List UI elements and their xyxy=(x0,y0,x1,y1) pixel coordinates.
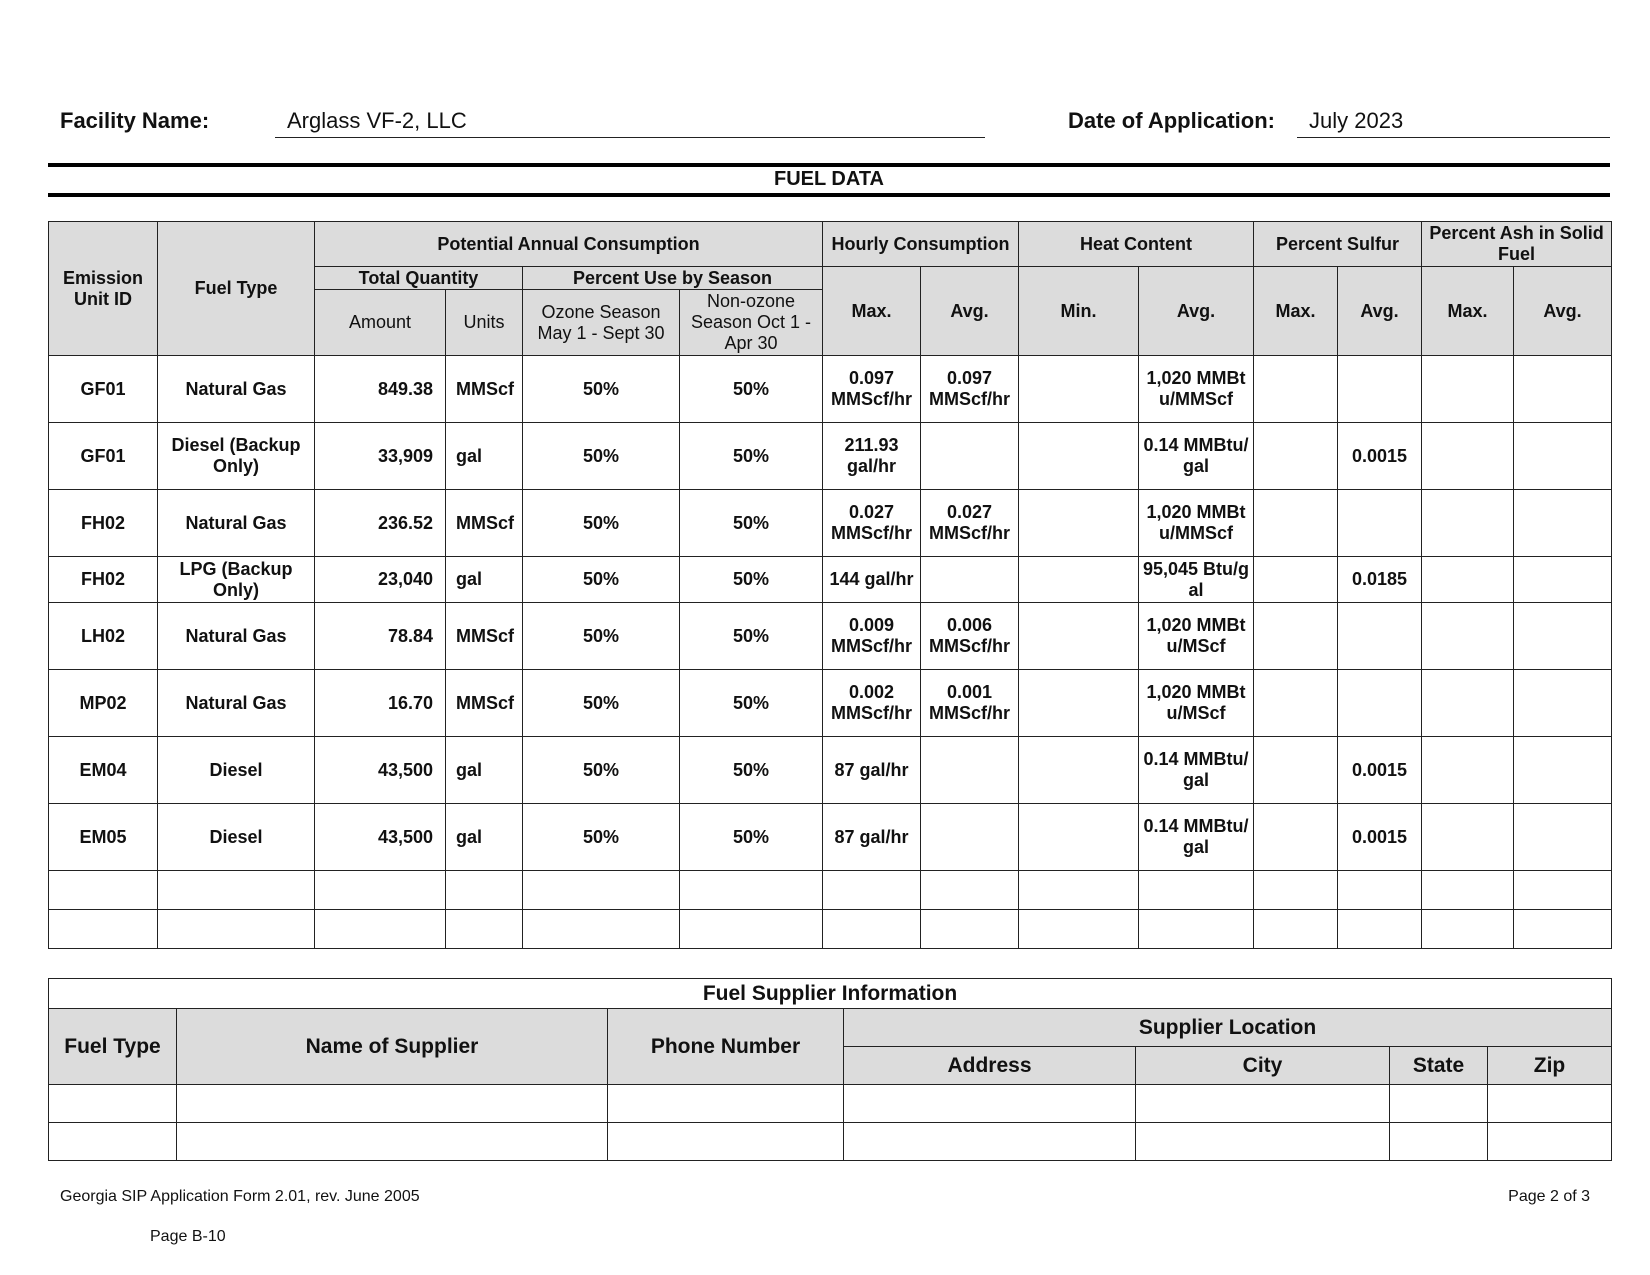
header-ozone-season: Ozone Season May 1 - Sept 30 xyxy=(523,290,680,356)
emission-unit-id: MP02 xyxy=(49,670,158,737)
date-of-application-value: July 2023 xyxy=(1297,108,1610,138)
hourly-avg: 0.006 MMScf/hr xyxy=(921,603,1019,670)
date-of-application-label: Date of Application: xyxy=(1068,108,1275,133)
heat-avg: 0.14 MMBtu/gal xyxy=(1139,737,1254,804)
ozone-season-pct: 50% xyxy=(523,490,680,557)
hourly-avg xyxy=(921,804,1019,871)
empty-cell xyxy=(1136,1123,1390,1161)
sulfur-max xyxy=(1254,737,1338,804)
table-row xyxy=(49,603,1612,670)
ozone-season-pct: 50% xyxy=(523,670,680,737)
heat-min xyxy=(1019,490,1139,557)
heat-min xyxy=(1019,603,1139,670)
fuel-type: Natural Gas xyxy=(158,356,315,423)
units: MMScf xyxy=(446,603,523,670)
sulfur-max xyxy=(1254,670,1338,737)
empty-cell xyxy=(158,871,315,910)
header-potential-annual-consumption: Potential Annual Consumption xyxy=(315,222,823,267)
units: gal xyxy=(446,804,523,871)
sulfur-avg xyxy=(1338,603,1422,670)
heat-min xyxy=(1019,557,1139,603)
amount: 43,500 xyxy=(315,804,446,871)
header-state: State xyxy=(1390,1047,1488,1085)
empty-table-row xyxy=(49,871,1612,910)
fuel-type: Natural Gas xyxy=(158,670,315,737)
non-ozone-season-pct: 50% xyxy=(680,557,823,603)
header-heat-content: Heat Content xyxy=(1019,222,1254,267)
facility-name-label: Facility Name: xyxy=(60,108,210,133)
hourly-max: 0.009 MMScf/hr xyxy=(823,603,921,670)
ash-avg xyxy=(1514,490,1612,557)
non-ozone-season-pct: 50% xyxy=(680,490,823,557)
table-row xyxy=(49,557,1612,603)
non-ozone-season-pct: 50% xyxy=(680,356,823,423)
empty-cell xyxy=(844,1085,1136,1123)
header-hourly-avg: Avg. xyxy=(921,267,1019,356)
amount: 43,500 xyxy=(315,737,446,804)
empty-cell xyxy=(315,910,446,949)
sulfur-avg: 0.0015 xyxy=(1338,423,1422,490)
heat-avg: 1,020 MMBtu/MMScf xyxy=(1139,490,1254,557)
heat-min xyxy=(1019,423,1139,490)
units: gal xyxy=(446,737,523,804)
fuel-type: LPG (Backup Only) xyxy=(158,557,315,603)
sulfur-max xyxy=(1254,603,1338,670)
supplier-table-title: Fuel Supplier Information xyxy=(49,979,1612,1009)
header-ash-avg: Avg. xyxy=(1514,267,1612,356)
ash-max xyxy=(1422,557,1514,603)
sulfur-max xyxy=(1254,490,1338,557)
sulfur-max xyxy=(1254,557,1338,603)
emission-unit-id: GF01 xyxy=(49,423,158,490)
ash-avg xyxy=(1514,557,1612,603)
header-zip: Zip xyxy=(1488,1047,1612,1085)
emission-unit-id: LH02 xyxy=(49,603,158,670)
empty-cell xyxy=(1254,871,1338,910)
empty-cell xyxy=(823,910,921,949)
table-row xyxy=(49,737,1612,804)
header-heat-avg: Avg. xyxy=(1139,267,1254,356)
ash-max xyxy=(1422,423,1514,490)
header-ash-max: Max. xyxy=(1422,267,1514,356)
sulfur-avg: 0.0015 xyxy=(1338,737,1422,804)
ash-max xyxy=(1422,490,1514,557)
footer-page-id: Page B-10 xyxy=(150,1228,226,1245)
section-bottom-rule xyxy=(48,193,1610,197)
empty-cell xyxy=(921,871,1019,910)
empty-cell xyxy=(49,871,158,910)
hourly-max: 0.097 MMScf/hr xyxy=(823,356,921,423)
empty-cell xyxy=(1139,910,1254,949)
footer-form-name: Georgia SIP Application Form 2.01, rev. June 2005 xyxy=(60,1188,420,1205)
empty-cell xyxy=(49,1085,177,1123)
header-supplier-fuel-type: Fuel Type xyxy=(49,1009,177,1085)
header-phone-number: Phone Number xyxy=(608,1009,844,1085)
empty-cell xyxy=(1338,910,1422,949)
hourly-avg xyxy=(921,557,1019,603)
empty-cell xyxy=(446,871,523,910)
units: MMScf xyxy=(446,356,523,423)
sulfur-avg: 0.0015 xyxy=(1338,804,1422,871)
fuel-type: Natural Gas xyxy=(158,603,315,670)
empty-cell xyxy=(844,1123,1136,1161)
header-supplier-location: Supplier Location xyxy=(844,1009,1612,1047)
heat-avg: 0.14 MMBtu/gal xyxy=(1139,423,1254,490)
empty-cell xyxy=(680,871,823,910)
fuel-data-table xyxy=(48,221,1612,949)
empty-cell xyxy=(1422,910,1514,949)
empty-cell xyxy=(315,871,446,910)
ozone-season-pct: 50% xyxy=(523,423,680,490)
hourly-avg: 0.097 MMScf/hr xyxy=(921,356,1019,423)
empty-table-row xyxy=(49,910,1612,949)
empty-cell xyxy=(1139,871,1254,910)
header-city: City xyxy=(1136,1047,1390,1085)
non-ozone-season-pct: 50% xyxy=(680,670,823,737)
empty-cell xyxy=(1390,1123,1488,1161)
table-row xyxy=(49,423,1612,490)
empty-cell xyxy=(523,910,680,949)
header-units: Units xyxy=(446,290,523,356)
header-sulfur-max: Max. xyxy=(1254,267,1338,356)
hourly-max: 87 gal/hr xyxy=(823,804,921,871)
sulfur-max xyxy=(1254,804,1338,871)
empty-cell xyxy=(921,910,1019,949)
heat-min xyxy=(1019,670,1139,737)
fuel-supplier-table xyxy=(48,978,1612,1161)
hourly-max: 87 gal/hr xyxy=(823,737,921,804)
sulfur-max xyxy=(1254,423,1338,490)
empty-cell xyxy=(608,1085,844,1123)
empty-cell xyxy=(523,871,680,910)
ozone-season-pct: 50% xyxy=(523,737,680,804)
amount: 16.70 xyxy=(315,670,446,737)
amount: 23,040 xyxy=(315,557,446,603)
empty-cell xyxy=(1136,1085,1390,1123)
units: gal xyxy=(446,423,523,490)
sulfur-max xyxy=(1254,356,1338,423)
ozone-season-pct: 50% xyxy=(523,557,680,603)
supplier-row xyxy=(49,1085,1612,1123)
hourly-avg xyxy=(921,423,1019,490)
header-emission-unit-id: Emission Unit ID xyxy=(49,222,158,356)
empty-cell xyxy=(1019,871,1139,910)
ozone-season-pct: 50% xyxy=(523,603,680,670)
heat-min xyxy=(1019,804,1139,871)
ash-avg xyxy=(1514,603,1612,670)
ash-max xyxy=(1422,356,1514,423)
table-row xyxy=(49,670,1612,737)
supplier-row xyxy=(49,1123,1612,1161)
hourly-max: 144 gal/hr xyxy=(823,557,921,603)
non-ozone-season-pct: 50% xyxy=(680,423,823,490)
non-ozone-season-pct: 50% xyxy=(680,737,823,804)
empty-cell xyxy=(49,1123,177,1161)
ash-max xyxy=(1422,670,1514,737)
sulfur-avg xyxy=(1338,670,1422,737)
ash-max xyxy=(1422,737,1514,804)
hourly-avg: 0.027 MMScf/hr xyxy=(921,490,1019,557)
facility-name-value: Arglass VF-2, LLC xyxy=(275,108,985,138)
empty-cell xyxy=(823,871,921,910)
heat-avg: 1,020 MMBtu/MScf xyxy=(1139,670,1254,737)
empty-cell xyxy=(446,910,523,949)
header-amount: Amount xyxy=(315,290,446,356)
header-hourly-max: Max. xyxy=(823,267,921,356)
heat-avg: 95,045 Btu/gal xyxy=(1139,557,1254,603)
sulfur-avg: 0.0185 xyxy=(1338,557,1422,603)
empty-cell xyxy=(177,1085,608,1123)
header-name-of-supplier: Name of Supplier xyxy=(177,1009,608,1085)
empty-cell xyxy=(1338,871,1422,910)
empty-cell xyxy=(608,1123,844,1161)
header-sulfur-avg: Avg. xyxy=(1338,267,1422,356)
section-title: FUEL DATA xyxy=(774,168,884,190)
non-ozone-season-pct: 50% xyxy=(680,804,823,871)
emission-unit-id: GF01 xyxy=(49,356,158,423)
units: MMScf xyxy=(446,670,523,737)
empty-cell xyxy=(1514,871,1612,910)
header-fuel-type: Fuel Type xyxy=(158,222,315,356)
emission-unit-id: FH02 xyxy=(49,490,158,557)
table-row xyxy=(49,490,1612,557)
fuel-type: Natural Gas xyxy=(158,490,315,557)
heat-min xyxy=(1019,356,1139,423)
empty-cell xyxy=(49,910,158,949)
ash-avg xyxy=(1514,423,1612,490)
ash-max xyxy=(1422,603,1514,670)
empty-cell xyxy=(1254,910,1338,949)
header-heat-min: Min. xyxy=(1019,267,1139,356)
empty-cell xyxy=(158,910,315,949)
section-top-rule xyxy=(48,163,1610,167)
emission-unit-id: EM05 xyxy=(49,804,158,871)
hourly-max: 0.002 MMScf/hr xyxy=(823,670,921,737)
fuel-type: Diesel xyxy=(158,737,315,804)
heat-avg: 0.14 MMBtu/gal xyxy=(1139,804,1254,871)
ash-avg xyxy=(1514,356,1612,423)
emission-unit-id: FH02 xyxy=(49,557,158,603)
ash-avg xyxy=(1514,804,1612,871)
empty-cell xyxy=(1390,1085,1488,1123)
header-address: Address xyxy=(844,1047,1136,1085)
non-ozone-season-pct: 50% xyxy=(680,603,823,670)
empty-cell xyxy=(1488,1123,1612,1161)
header-hourly-consumption: Hourly Consumption xyxy=(823,222,1019,267)
hourly-avg xyxy=(921,737,1019,804)
heat-avg: 1,020 MMBtu/MScf xyxy=(1139,603,1254,670)
amount: 33,909 xyxy=(315,423,446,490)
fuel-type: Diesel xyxy=(158,804,315,871)
ash-max xyxy=(1422,804,1514,871)
footer-page-of: Page 2 of 3 xyxy=(1508,1188,1590,1205)
header-percent-sulfur: Percent Sulfur xyxy=(1254,222,1422,267)
empty-cell xyxy=(1514,910,1612,949)
heat-min xyxy=(1019,737,1139,804)
units: gal xyxy=(446,557,523,603)
header-percent-use-by-season: Percent Use by Season xyxy=(523,267,823,290)
sulfur-avg xyxy=(1338,356,1422,423)
amount: 849.38 xyxy=(315,356,446,423)
empty-cell xyxy=(177,1123,608,1161)
empty-cell xyxy=(680,910,823,949)
heat-avg: 1,020 MMBtu/MMScf xyxy=(1139,356,1254,423)
ash-avg xyxy=(1514,670,1612,737)
hourly-max: 0.027 MMScf/hr xyxy=(823,490,921,557)
fuel-type: Diesel (Backup Only) xyxy=(158,423,315,490)
empty-cell xyxy=(1019,910,1139,949)
ash-avg xyxy=(1514,737,1612,804)
amount: 236.52 xyxy=(315,490,446,557)
table-row xyxy=(49,804,1612,871)
empty-cell xyxy=(1422,871,1514,910)
table-row xyxy=(49,356,1612,423)
header-percent-ash: Percent Ash in Solid Fuel xyxy=(1422,222,1612,267)
units: MMScf xyxy=(446,490,523,557)
hourly-max: 211.93 gal/hr xyxy=(823,423,921,490)
empty-cell xyxy=(1488,1085,1612,1123)
ozone-season-pct: 50% xyxy=(523,804,680,871)
sulfur-avg xyxy=(1338,490,1422,557)
amount: 78.84 xyxy=(315,603,446,670)
header-non-ozone-season: Non-ozone Season Oct 1 - Apr 30 xyxy=(680,290,823,356)
ozone-season-pct: 50% xyxy=(523,356,680,423)
emission-unit-id: EM04 xyxy=(49,737,158,804)
hourly-avg: 0.001 MMScf/hr xyxy=(921,670,1019,737)
header-total-quantity: Total Quantity xyxy=(315,267,523,290)
